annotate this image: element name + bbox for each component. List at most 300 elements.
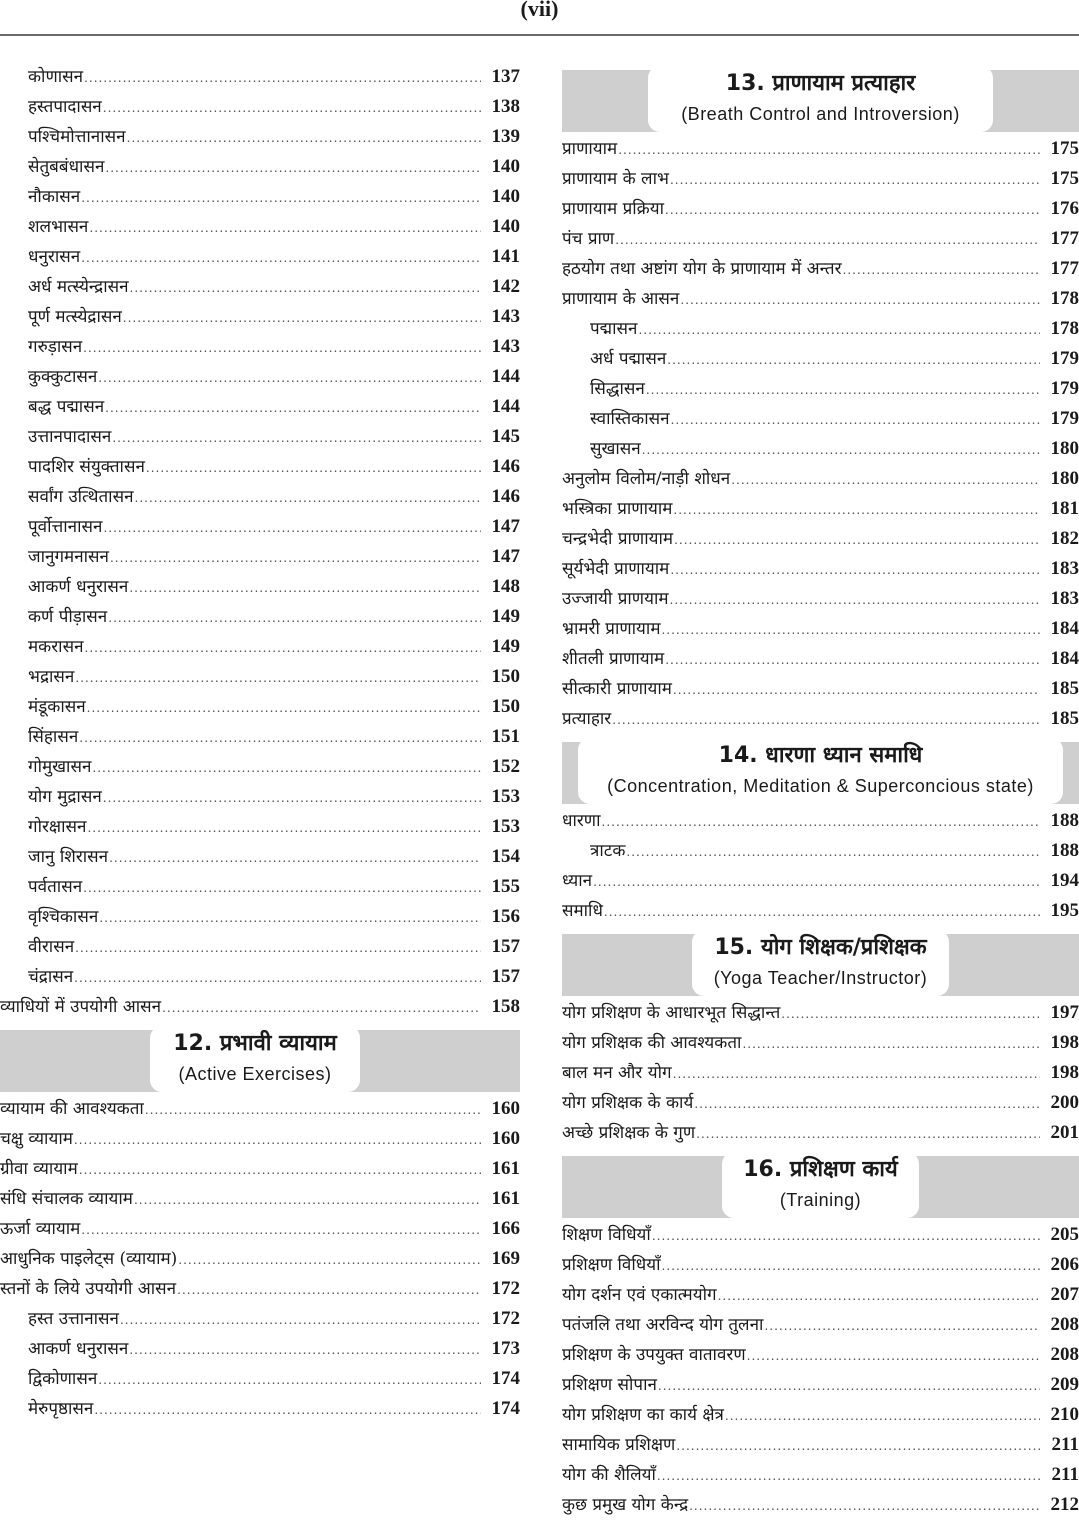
dot-leader — [98, 1365, 481, 1395]
toc-entry-title: कुक्कुटासन — [28, 367, 98, 387]
toc-entry-page: 149 — [491, 606, 520, 627]
toc-entry[interactable] — [0, 182, 520, 212]
toc-entry-page: 184 — [1050, 618, 1079, 639]
dot-leader — [105, 153, 481, 183]
toc-entry[interactable] — [0, 512, 520, 542]
toc-entry[interactable] — [562, 194, 1079, 224]
toc-entry[interactable] — [0, 1124, 520, 1154]
toc-entry[interactable] — [0, 782, 520, 812]
dot-leader — [673, 1059, 1040, 1089]
toc-entry-page: 146 — [491, 456, 520, 477]
toc-entry-page: 172 — [491, 1278, 520, 1299]
dot-leader — [89, 213, 481, 243]
toc-entry[interactable] — [0, 152, 520, 182]
header-rule — [0, 34, 1079, 36]
toc-entry-page: 201 — [1050, 1122, 1079, 1143]
dot-leader — [674, 525, 1040, 555]
toc-entry-title: त्राटक — [590, 841, 626, 861]
toc-entry[interactable] — [562, 896, 1079, 926]
toc-entry-title: सर्वांग उत्थितासन — [28, 487, 134, 507]
toc-entry[interactable] — [562, 704, 1079, 734]
toc-entry-page: 147 — [491, 546, 520, 567]
dot-leader — [108, 603, 481, 633]
dot-leader — [657, 1461, 1040, 1491]
toc-entry[interactable] — [0, 1304, 520, 1334]
toc-entry-page: 144 — [491, 396, 520, 417]
toc-entry-page: 144 — [491, 366, 520, 387]
section-title: 12. प्रभावी व्यायाम — [173, 1031, 337, 1056]
toc-entry[interactable] — [0, 272, 520, 302]
toc-entry-title: अर्ध मत्स्येन्द्रासन — [28, 277, 129, 297]
dot-leader — [742, 1029, 1040, 1059]
dot-leader — [94, 1395, 481, 1425]
toc-entry[interactable] — [562, 806, 1079, 836]
dot-leader — [667, 345, 1040, 375]
toc-entry[interactable] — [0, 212, 520, 242]
section-header — [562, 1152, 1079, 1218]
toc-entry[interactable] — [0, 302, 520, 332]
dot-leader — [718, 1281, 1040, 1311]
toc-entry-title: प्राणायाम — [562, 139, 618, 159]
toc-entry-page: 147 — [491, 516, 520, 537]
toc-entry-page: 198 — [1050, 1032, 1079, 1053]
toc-entry-page: 185 — [1050, 708, 1079, 729]
section-header-label — [722, 1152, 919, 1218]
toc-entry-title: ध्यान — [562, 871, 593, 891]
toc-entry[interactable] — [562, 584, 1079, 614]
section-subtitle: (Breath Control and Introversion) — [681, 104, 960, 124]
toc-entry[interactable] — [562, 554, 1079, 584]
toc-entry-title: सिद्धासन — [590, 379, 645, 399]
toc-entry[interactable] — [562, 1370, 1079, 1400]
toc-entry[interactable] — [562, 1430, 1079, 1460]
dot-leader — [680, 285, 1040, 315]
toc-entry[interactable] — [562, 1028, 1079, 1058]
dot-leader — [92, 753, 481, 783]
toc-entry[interactable] — [0, 122, 520, 152]
toc-entry-page: 143 — [491, 306, 520, 327]
toc-entry[interactable] — [0, 62, 520, 92]
toc-entry[interactable] — [562, 1310, 1079, 1340]
toc-entry-title: प्रशिक्षण सोपान — [562, 1375, 657, 1395]
toc-entry[interactable] — [0, 872, 520, 902]
dot-leader — [615, 225, 1040, 255]
toc-entry-title: उज्जायी प्राणयाम — [562, 589, 669, 609]
toc-entry-page: 211 — [1051, 1464, 1079, 1485]
toc-entry-title: संधि संचालक व्यायाम — [0, 1189, 133, 1209]
toc-entry-page: 169 — [491, 1248, 520, 1269]
section-header-label — [578, 738, 1063, 804]
toc-entry[interactable] — [0, 752, 520, 782]
dot-leader — [103, 783, 481, 813]
toc-entry[interactable] — [562, 1490, 1079, 1520]
section-header — [0, 1026, 520, 1092]
dot-leader — [109, 843, 481, 873]
toc-entry-title: नौकासन — [28, 187, 81, 207]
dot-leader — [781, 999, 1040, 1029]
dot-leader — [99, 903, 481, 933]
dot-leader — [676, 1431, 1040, 1461]
dot-leader — [626, 837, 1040, 867]
dot-leader — [87, 693, 481, 723]
dot-leader — [135, 483, 481, 513]
dot-leader — [671, 405, 1040, 435]
toc-entry-title: अच्छे प्रशिक्षक के गुण — [562, 1123, 696, 1143]
toc-entry-title: गोरक्षासन — [28, 817, 87, 837]
toc-entry-page: 195 — [1050, 900, 1079, 921]
dot-leader — [98, 363, 481, 393]
toc-entry[interactable] — [0, 992, 520, 1022]
toc-entry-title: योग दर्शन एवं एकात्मयोग — [562, 1285, 717, 1305]
dot-leader — [665, 195, 1040, 225]
toc-entry-title: प्रशिक्षण के उपयुक्त वातावरण — [562, 1345, 746, 1365]
toc-entry[interactable] — [0, 572, 520, 602]
toc-entry[interactable] — [0, 1244, 520, 1274]
toc-entry-title: चन्द्रभेदी प्राणायाम — [562, 529, 674, 549]
dot-leader — [75, 663, 481, 693]
dot-leader — [81, 243, 481, 273]
toc-entry-page: 182 — [1050, 528, 1079, 549]
toc-entry[interactable] — [0, 1094, 520, 1124]
dot-leader — [146, 453, 481, 483]
toc-entry[interactable] — [0, 1214, 520, 1244]
dot-leader — [618, 135, 1040, 165]
dot-leader — [129, 573, 481, 603]
toc-entry-title: धारणा — [562, 811, 601, 831]
toc-entry[interactable] — [0, 692, 520, 722]
toc-entry[interactable] — [562, 836, 1079, 866]
toc-entry[interactable] — [0, 812, 520, 842]
toc-entry-page: 179 — [1050, 378, 1079, 399]
section-subtitle: (Yoga Teacher/Instructor) — [713, 968, 928, 988]
dot-leader — [79, 723, 481, 753]
toc-entry[interactable] — [562, 1340, 1079, 1370]
toc-entry-title: उत्तानपादासन — [28, 427, 112, 447]
toc-entry-page: 178 — [1050, 288, 1079, 309]
toc-entry[interactable] — [562, 644, 1079, 674]
toc-entry-page: 176 — [1050, 198, 1079, 219]
toc-entry-page: 180 — [1050, 468, 1079, 489]
dot-leader — [85, 633, 481, 663]
toc-entry[interactable] — [562, 254, 1079, 284]
toc-entry[interactable] — [562, 464, 1079, 494]
toc-entry-title: द्विकोणासन — [28, 1369, 98, 1389]
toc-entry-title: पतंजलि तथा अरविन्द योग तुलना — [562, 1315, 764, 1335]
section-header — [562, 930, 1079, 996]
dot-leader — [725, 1401, 1040, 1431]
section-header — [562, 66, 1079, 132]
dot-leader — [120, 1305, 481, 1335]
section-header — [562, 738, 1079, 804]
toc-entry-page: 149 — [491, 636, 520, 657]
toc-entry-page: 185 — [1050, 678, 1079, 699]
toc-entry-title: चक्षु व्यायाम — [0, 1129, 73, 1149]
toc-entry-page: 160 — [491, 1098, 520, 1119]
dot-leader — [178, 1245, 481, 1275]
toc-entry[interactable] — [0, 92, 520, 122]
dot-leader — [103, 513, 481, 543]
toc-entry[interactable] — [0, 1184, 520, 1214]
toc-entry[interactable] — [0, 422, 520, 452]
toc-entry-title: समाधि — [562, 901, 603, 921]
dot-leader — [134, 1185, 481, 1215]
toc-entry-page: 140 — [491, 216, 520, 237]
toc-entry-page: 205 — [1050, 1224, 1079, 1245]
toc-entry-page: 183 — [1050, 588, 1079, 609]
dot-leader — [129, 1335, 481, 1365]
section-title: 13. प्राणायाम प्रत्याहार — [725, 71, 916, 96]
toc-entry[interactable] — [0, 542, 520, 572]
toc-entry-page: 209 — [1050, 1374, 1079, 1395]
toc-entry-title: प्राणायाम प्रक्रिया — [562, 199, 664, 219]
toc-entry-page: 141 — [491, 246, 520, 267]
section-title: 16. प्रशिक्षण कार्य — [743, 1157, 898, 1182]
toc-entry-page: 173 — [491, 1338, 520, 1359]
dot-leader — [696, 1119, 1040, 1149]
toc-entry[interactable] — [0, 1154, 520, 1184]
toc-entry-title: मंडूकासन — [28, 697, 86, 717]
toc-entry-title: योग प्रशिक्षण के आधारभूत सिद्धान्त — [562, 1003, 781, 1023]
dot-leader — [81, 1215, 481, 1245]
toc-entry-page: 153 — [491, 816, 520, 837]
toc-entry[interactable] — [0, 602, 520, 632]
toc-entry[interactable] — [562, 1460, 1079, 1490]
dot-leader — [689, 1491, 1040, 1521]
toc-entry-title: सीत्कारी प्राणायाम — [562, 679, 672, 699]
dot-leader — [74, 1125, 481, 1155]
toc-entry-title: स्तनों के लिये उपयोगी आसन — [0, 1279, 177, 1299]
toc-entry-page: 150 — [491, 666, 520, 687]
toc-entry-page: 166 — [491, 1218, 520, 1239]
toc-entry-title: जानुगमनासन — [28, 547, 109, 567]
section-subtitle: (Active Exercises) — [178, 1064, 332, 1084]
toc-entry-page: 172 — [491, 1308, 520, 1329]
toc-entry-page: 177 — [1050, 258, 1079, 279]
toc-entry-title: मेरुपृष्ठासन — [28, 1399, 94, 1419]
toc-entry-title: पूर्वोत्तानासन — [28, 517, 103, 537]
toc-entry-page: 161 — [491, 1158, 520, 1179]
toc-entry-page: 148 — [491, 576, 520, 597]
dot-leader — [843, 255, 1040, 285]
toc-entry-title: हस्त उत्तानासन — [28, 1309, 119, 1329]
toc-entry[interactable] — [562, 1058, 1079, 1088]
toc-entry[interactable] — [0, 242, 520, 272]
dot-leader — [638, 315, 1040, 345]
toc-entry[interactable] — [0, 1274, 520, 1304]
section-header-label — [648, 66, 993, 132]
toc-entry-title: हस्तपादासन — [28, 97, 102, 117]
toc-entry-title: जानु शिरासन — [28, 847, 109, 867]
toc-entry-page: 140 — [491, 156, 520, 177]
toc-entry[interactable] — [0, 842, 520, 872]
toc-entry-title: आधुनिक पाइलेट्स (व्यायाम) — [0, 1249, 178, 1269]
toc-entry[interactable] — [562, 314, 1079, 344]
toc-entry-title: ग्रीवा व्यायाम — [0, 1159, 78, 1179]
dot-leader — [665, 645, 1040, 675]
toc-entry-title: शीतली प्राणायाम — [562, 649, 665, 669]
toc-entry-title: चंद्रासन — [28, 967, 74, 987]
toc-entry[interactable] — [562, 284, 1079, 314]
dot-leader — [673, 675, 1040, 705]
toc-entry-page: 157 — [491, 966, 520, 987]
toc-entry[interactable] — [562, 614, 1079, 644]
toc-entry-page: 178 — [1050, 318, 1079, 339]
toc-entry-page: 161 — [491, 1188, 520, 1209]
toc-entry-title: प्राणायाम के आसन — [562, 289, 680, 309]
toc-entry-page: 210 — [1050, 1404, 1079, 1425]
toc-entry[interactable] — [0, 932, 520, 962]
toc-entry[interactable] — [562, 524, 1079, 554]
toc-entry[interactable] — [0, 962, 520, 992]
toc-entry-title: योग प्रशिक्षक की आवश्यकता — [562, 1033, 742, 1053]
dot-leader — [75, 933, 481, 963]
toc-entry-title: बद्ध पद्मासन — [28, 397, 105, 417]
dot-leader — [661, 615, 1040, 645]
toc-entry[interactable] — [0, 392, 520, 422]
dot-leader — [112, 423, 481, 453]
toc-entry[interactable] — [0, 662, 520, 692]
dot-leader — [87, 813, 481, 843]
dot-leader — [79, 1155, 481, 1185]
toc-entry-page: 160 — [491, 1128, 520, 1149]
toc-entry-title: पंच प्राण — [562, 229, 615, 249]
dot-leader — [694, 1089, 1040, 1119]
toc-entry[interactable] — [562, 134, 1079, 164]
dot-leader — [652, 1221, 1040, 1251]
toc-entry-title: व्याधियों में उपयोगी आसन — [0, 997, 162, 1017]
toc-entry-page: 140 — [491, 186, 520, 207]
toc-entry-title: मकरासन — [28, 637, 84, 657]
right-column — [562, 62, 1079, 1520]
dot-leader — [731, 465, 1040, 495]
toc-entry-page: 142 — [491, 276, 520, 297]
toc-entry-page: 174 — [491, 1398, 520, 1419]
section-header-label — [692, 930, 949, 996]
page-number: (vii) — [520, 0, 559, 21]
toc-entry-page: 198 — [1050, 1062, 1079, 1083]
toc-entry-title: अनुलोम विलोम/नाड़ी शोधन — [562, 469, 731, 489]
toc-entry-title: सूर्यभेदी प्राणायाम — [562, 559, 670, 579]
toc-entry-title: योग मुद्रासन — [28, 787, 102, 807]
toc-entry-page: 180 — [1050, 438, 1079, 459]
toc-entry-page: 208 — [1050, 1344, 1079, 1365]
toc-entry[interactable] — [0, 452, 520, 482]
toc-entry-page: 157 — [491, 936, 520, 957]
toc-entry-page: 150 — [491, 696, 520, 717]
toc-entry-title: व्यायाम की आवश्यकता — [0, 1099, 144, 1119]
toc-entry-page: 155 — [491, 876, 520, 897]
toc-entry-page: 175 — [1050, 138, 1079, 159]
toc-entry[interactable] — [562, 434, 1079, 464]
dot-leader — [662, 1251, 1041, 1281]
section-title: 15. योग शिक्षक/प्रशिक्षक — [714, 935, 927, 960]
toc-entry[interactable] — [562, 374, 1079, 404]
toc-entry-title: भद्रासन — [28, 667, 75, 687]
toc-entry-page: 211 — [1051, 1434, 1079, 1455]
toc-entry-page: 179 — [1050, 348, 1079, 369]
toc-entry[interactable] — [562, 404, 1079, 434]
toc-entry[interactable] — [562, 866, 1079, 896]
toc-entry[interactable] — [562, 1280, 1079, 1310]
toc-entry-page: 188 — [1050, 810, 1079, 831]
toc-entry[interactable] — [0, 1364, 520, 1394]
dot-leader — [83, 333, 481, 363]
toc-entry[interactable] — [562, 674, 1079, 704]
toc-entry-title: वीरासन — [28, 937, 75, 957]
toc-entry-title: पादशिर संयुक्तासन — [28, 457, 145, 477]
toc-entry[interactable] — [0, 1334, 520, 1364]
toc-entry[interactable] — [562, 1088, 1079, 1118]
dot-leader — [670, 585, 1040, 615]
dot-leader — [593, 867, 1040, 897]
toc-entry-title: कोणासन — [28, 67, 84, 87]
toc-entry-title: शिक्षण विधियाँ — [562, 1225, 651, 1245]
toc-entry-title: आकर्ण धनुरासन — [28, 1339, 129, 1359]
toc-entry[interactable] — [562, 344, 1079, 374]
toc-entry-title: वृश्चिकासन — [28, 907, 99, 927]
dot-leader — [747, 1341, 1040, 1371]
toc-entry[interactable] — [0, 482, 520, 512]
toc-entry[interactable] — [562, 1220, 1079, 1250]
dot-leader — [604, 897, 1040, 927]
toc-entry-page: 153 — [491, 786, 520, 807]
toc-entry-title: कुछ प्रमुख योग केन्द्र — [562, 1495, 689, 1515]
toc-entry-title: स्वास्तिकासन — [590, 409, 670, 429]
toc-entry-page: 197 — [1050, 1002, 1079, 1023]
toc-entry-title: गोमुखासन — [28, 757, 92, 777]
toc-entry[interactable] — [0, 902, 520, 932]
toc-entry-page: 184 — [1050, 648, 1079, 669]
toc-entry-page: 137 — [491, 66, 520, 87]
toc-entry[interactable] — [562, 1118, 1079, 1148]
toc-entry-title: योग की शैलियाँ — [562, 1465, 656, 1485]
toc-entry-title: भ्रामरी प्राणायाम — [562, 619, 661, 639]
section-subtitle: (Training) — [779, 1190, 862, 1210]
toc-entry-title: धनुरासन — [28, 247, 81, 267]
toc-entry-page: 152 — [491, 756, 520, 777]
toc-entry-page: 174 — [491, 1368, 520, 1389]
toc-entry[interactable] — [562, 224, 1079, 254]
toc-entry[interactable] — [0, 362, 520, 392]
toc-entry[interactable] — [0, 632, 520, 662]
toc-entry-page: 138 — [491, 96, 520, 117]
toc-entry[interactable] — [562, 998, 1079, 1028]
dot-leader — [162, 993, 481, 1023]
toc-entry[interactable] — [0, 1394, 520, 1424]
toc-entry[interactable] — [562, 1250, 1079, 1280]
toc-entry[interactable] — [562, 1400, 1079, 1430]
toc-entry[interactable] — [0, 722, 520, 752]
dot-leader — [83, 873, 481, 903]
dot-leader — [105, 393, 481, 423]
toc-entry-title: पद्मासन — [590, 319, 638, 339]
toc-entry[interactable] — [562, 164, 1079, 194]
dot-leader — [110, 543, 481, 573]
toc-entry-title: पर्वतासन — [28, 877, 83, 897]
dot-leader — [646, 375, 1040, 405]
toc-entry-title: ऊर्जा व्यायाम — [0, 1219, 81, 1239]
toc-entry[interactable] — [562, 494, 1079, 524]
toc-entry-page: 154 — [491, 846, 520, 867]
toc-entry[interactable] — [0, 332, 520, 362]
toc-entry-page: 151 — [491, 726, 520, 747]
dot-leader — [84, 63, 481, 93]
section-header-label — [150, 1026, 360, 1092]
toc-entry-title: सामायिक प्रशिक्षण — [562, 1435, 676, 1455]
toc-entry-page: 207 — [1050, 1284, 1079, 1305]
toc-entry-page: 188 — [1050, 840, 1079, 861]
dot-leader — [127, 123, 481, 153]
